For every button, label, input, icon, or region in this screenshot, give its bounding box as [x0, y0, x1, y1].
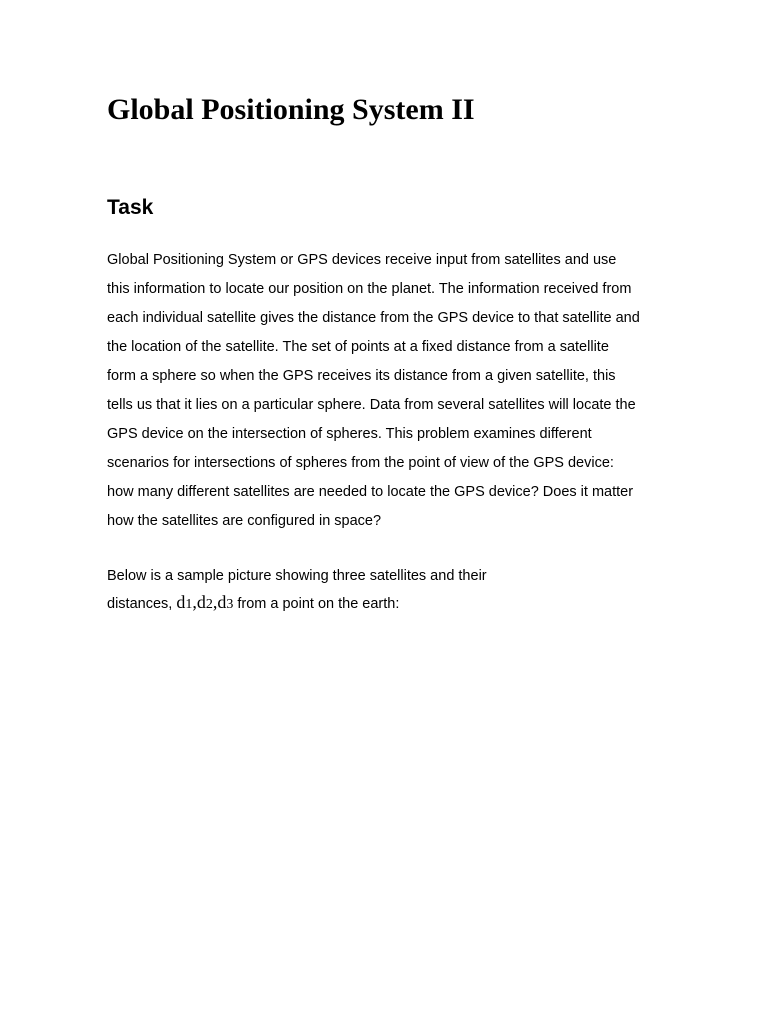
task-paragraph [107, 246, 667, 536]
document-title: Global Positioning System II [107, 93, 475, 126]
math-d3-index: 3 [226, 597, 234, 612]
paragraph-line: how many different satellites are needed to locate the GPS device? Does it matter [107, 484, 634, 500]
math-d2-index: 2 [205, 597, 213, 612]
paragraph-line: how the satellites are configured in space? [107, 513, 382, 529]
math-d1-index: 1 [185, 597, 193, 612]
sample-line-1: Below is a sample picture showing three satellites and their [107, 568, 487, 584]
paragraph-line: form a sphere so when the GPS receives its distance from a given satellite, this [107, 368, 616, 384]
section-heading-task: Task [107, 196, 154, 219]
sample-line-suffix: from a point on the earth: [233, 596, 400, 612]
math-d3-symbol: d [217, 592, 227, 612]
distance-variables [176, 592, 233, 612]
paragraph-line: tells us that it lies on a particular sphere. Data from several satellites will locate the [107, 397, 636, 413]
paragraph-line: scenarios for intersections of spheres from the point of view of the GPS device: [107, 455, 614, 471]
math-d2-symbol: d [196, 592, 206, 612]
paragraph-line: each individual satellite gives the distance from the GPS device to that satellite and [107, 310, 640, 326]
paragraph-line: the location of the satellite. The set of points at a fixed distance from a satellite [107, 339, 609, 355]
math-d1-symbol: d [176, 592, 186, 612]
paragraph-line: GPS device on the intersection of spheres. This problem examines different [107, 426, 592, 442]
paragraph-line: Global Positioning System or GPS devices receive input from satellites and use [107, 252, 617, 268]
math-separator: , [212, 592, 218, 612]
sample-paragraph [107, 563, 667, 618]
paragraph-line: this information to locate our position on the planet. The information received from [107, 281, 632, 297]
math-separator: , [192, 592, 197, 612]
sample-line-2 [107, 589, 667, 618]
sample-line-prefix: distances, [107, 596, 177, 612]
